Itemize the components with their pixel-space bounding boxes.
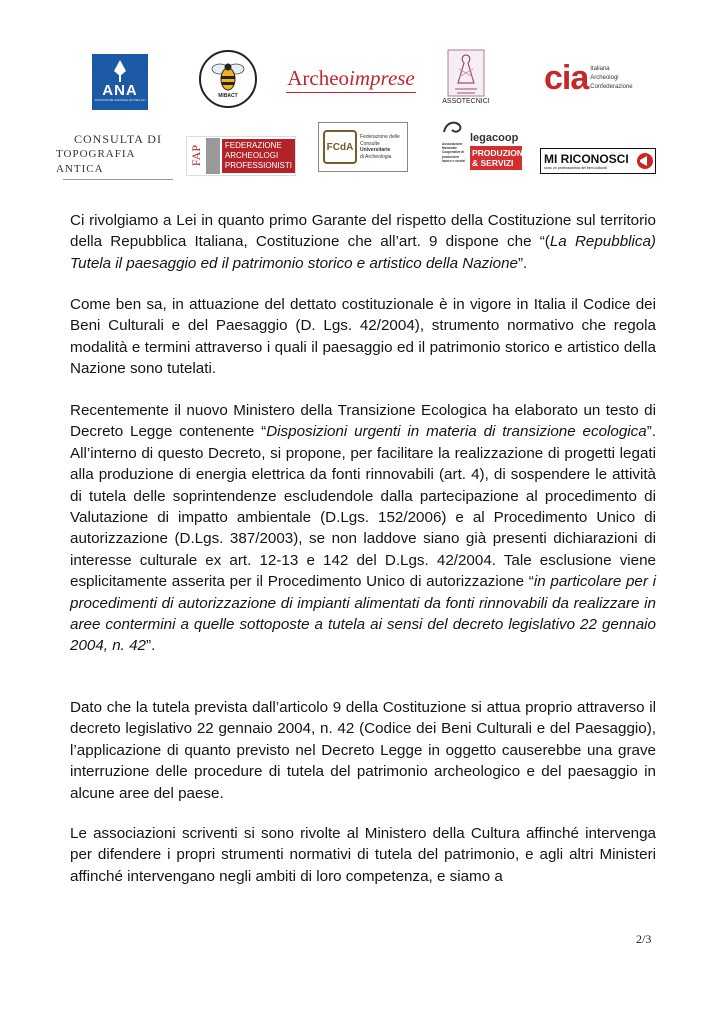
p3-text-a: Recentemente il nuovo Ministero della Transizione Ecologica ha elaborato un testo di Decreto Legge contenente “ <box>70 402 656 441</box>
mi-riconosci-title: MI RICONOSCI <box>544 151 629 166</box>
consulta-logo-line1: CONSULTA DI <box>74 132 162 146</box>
consulta-topografia-logo <box>56 132 180 176</box>
ana-logo-subtext: ASSOCIAZIONE NAZIONALE ARCHEOLOGI <box>94 99 146 102</box>
cia-logo-line3: Confederazione <box>590 83 633 90</box>
cia-logo-words <box>590 65 632 92</box>
megaphone-icon <box>636 152 654 170</box>
fcda-logo-mark: FCdA <box>326 141 354 153</box>
fcda-logo-badge <box>323 130 357 164</box>
mibact-logo-text: MIBACT <box>218 93 238 99</box>
legacoop-line1: PRODUZIONE <box>472 148 529 158</box>
p5-text: Le associazioni scriventi si sono rivolte al Ministero della Cultura affinché intervenga per difendere i propri strumenti normativi di tutela del patrimonio, e agli altri Ministeri affinché intervengano negli ambiti di loro competenza, e siamo a <box>70 825 656 885</box>
consulta-logo-line2: TOPOGRAFIA ANTICA <box>56 148 135 175</box>
paragraph-1 <box>70 210 656 274</box>
p3-text-e: ”. <box>146 637 156 655</box>
consulta-logo-rule <box>63 179 173 180</box>
p3-text-c: ”. All’interno di questo Decreto, si propone, per facilitare la realizzazione di progetti legati alla produzione di energia elettrica da fonti rinnovabili (art. 4), di sospendere le attività di tutela delle soprintendenze escludendole dalla partecipazione al procedimento di Valutazione di impatto ambientale (D.Lgs. 152/2006) e al Procedimento Unico di autorizzazione (D.Lgs. 387/2003), se non laddove siano già presenti dichiarazioni di interesse culturale ex art. 12-13 e 142 del D.Lgs. 42/2004. Tale esclusione viene esplicitamente asserita per il Procedimento Unico di autorizzazione “ <box>70 423 656 591</box>
fcda-logo-line1: Federazione delle <box>360 134 400 140</box>
p4-text: Dato che la tutela prevista dall’articolo 9 della Costituzione si attua proprio attraverso il decreto legislativo 22 gennaio 2004, n. 42 (Codice dei Beni Culturali e del Paesaggio), l’applicazione di quanto previsto nel Decreto Legge in oggetto causerebbe una grave interruzione delle procedure di tutela del patrimonio archeologico e del paesaggio in alcune aree del paese. <box>70 699 656 802</box>
mi-riconosci-logo <box>540 148 656 174</box>
legacoop-brand-text: legacoop <box>470 132 519 144</box>
assotecnici-figure-icon <box>447 49 485 97</box>
legacoop-left-text: Associazione Nazionale Cooperative di produzione lavoro e servizi <box>442 142 466 163</box>
archeoimprese-logo <box>286 64 416 93</box>
paragraph-5 <box>70 823 656 887</box>
p1-text-a: Ci rivolgiamo a Lei in quanto primo Garante del rispetto della Costituzione sul territorio della Repubblica Italiana, Costituzione che all’art. 9 dispone che “( <box>70 212 656 251</box>
fap-logo <box>186 136 296 176</box>
fap-logo-mark: FAP <box>189 145 203 167</box>
legacoop-swirl-icon <box>442 120 464 136</box>
bee-icon <box>210 59 246 93</box>
fap-logo-line1: FEDERAZIONE <box>224 141 282 150</box>
fcda-logo <box>318 122 408 172</box>
paragraph-3 <box>70 400 656 657</box>
archeoimprese-part1: Archeo <box>287 65 350 90</box>
fap-logo-line2: ARCHEOLOGI <box>224 151 279 160</box>
page-number: 2/3 <box>636 932 652 946</box>
mibact-bee-logo <box>199 50 257 108</box>
fcda-logo-line4: di Archeologia <box>360 153 392 160</box>
ana-logo-text: ANA <box>102 82 138 99</box>
ana-logo <box>92 54 148 110</box>
cia-logo-letters: cia <box>544 59 589 97</box>
p2-text: Come ben sa, in attuazione del dettato costituzionale è in vigore in Italia il Codice dei Beni Culturali e del Paesaggio (D. Lgs. 42/2004), strumento normativo che regola modalità e termini attraverso i quali il paesaggio ed il patrimonio storico e artistico della Nazione sono tutelati. <box>70 296 656 378</box>
fap-logo-words <box>222 139 295 173</box>
p1-text-c: ”. <box>518 254 528 272</box>
p1-text-b-italic: La Repubblica) Tutela il paesaggio ed il patrimonio storico e artistico della Nazione <box>70 233 656 272</box>
trowel-icon <box>110 59 130 83</box>
fcda-logo-line3: Universitarie <box>360 147 391 153</box>
p3-text-b-italic: Disposizioni urgenti in materia di transizione ecologica <box>266 423 647 441</box>
fap-logo-photo <box>206 138 220 174</box>
legacoop-red-box <box>470 146 529 170</box>
paragraph-4 <box>70 697 656 804</box>
p3-text-d-italic: in particolare per i procedimenti di autorizzazione di impianti alimentati da fonti rinnovabili da realizzare in aree contermini a quelle sottoposte a tutela ai sensi del decreto legislativo 22 gennaio 2004, n. 42 <box>70 573 656 655</box>
cia-logo-line1: Italiana <box>590 65 610 72</box>
assotecnici-logo-text: ASSOTECNICI <box>442 98 490 105</box>
mi-riconosci-sub: sono un professionista dei beni culturali <box>544 165 607 170</box>
fap-logo-line3: PROFESSIONISTI <box>224 161 292 170</box>
fcda-logo-words <box>360 134 400 160</box>
archeoimprese-part2: imprese <box>349 65 415 90</box>
legacoop-line2: & SERVIZI <box>472 158 514 168</box>
assotecnici-logo <box>438 46 494 110</box>
legacoop-logo <box>442 120 529 178</box>
paragraph-2 <box>70 294 656 380</box>
cia-logo <box>544 56 648 100</box>
cia-logo-line2: Archeologi <box>590 74 619 81</box>
fcda-logo-line2: Consulte <box>360 140 380 147</box>
